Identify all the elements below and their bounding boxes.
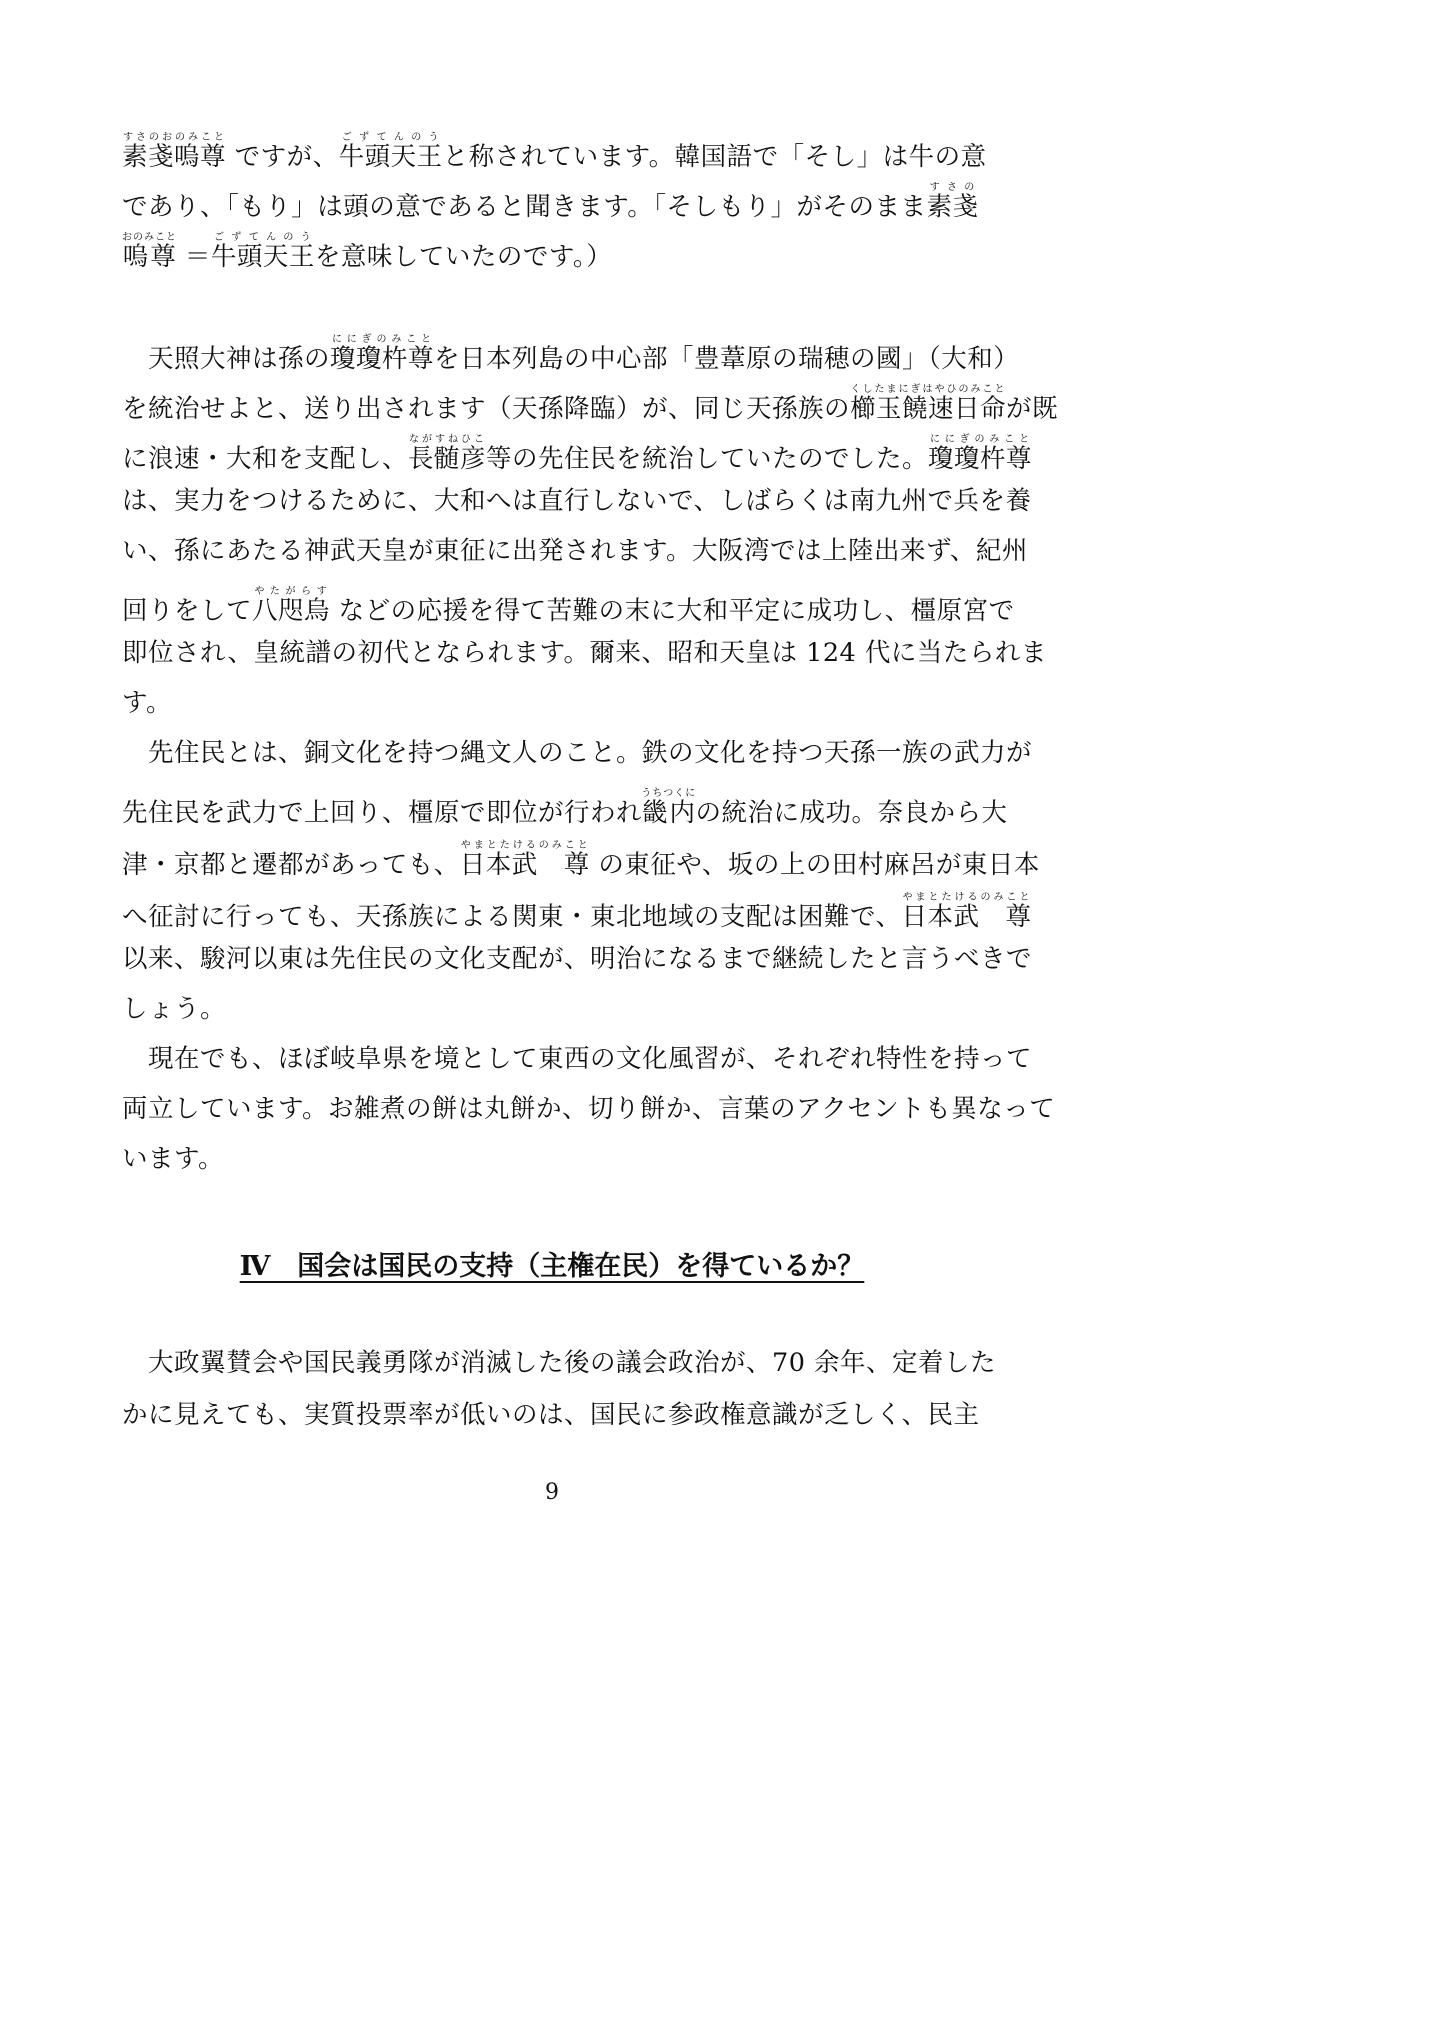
text-line-5: を統治せよと、送り出されます（天孫降臨）が、同じ天孫族の櫛玉饒速日命くしたまにぎはやひのみことが既: [122, 384, 1059, 424]
text-line-2: であり、「もり」は頭の意であると聞きます。「そしもり」がそのまま素戔すさの: [122, 182, 979, 222]
text-line-14: 津・京都と遷都があっても、日本武 尊やまとたけるのみこと の東征や、坂の上の田村麻呂が東日本: [122, 840, 1040, 880]
word-yamatotakeru-2: 日本武 尊: [901, 902, 1032, 932]
text-line-21: 大政翼賛会や国民義勇隊が消滅した後の議会政治が、70 余年、定着した: [122, 1348, 997, 1378]
text-line-17: しょう。: [122, 994, 227, 1024]
page-number: 9: [545, 1480, 559, 1505]
ruby-onomikoto: おのみこと: [122, 232, 177, 243]
word-nagasune: 長髄彦: [408, 444, 487, 474]
ruby-gozu: ごずてんのう: [338, 132, 443, 143]
text-line-19: 両立しています。お雑煮の餅は丸餅か、切り餅か、言葉のアクセントも異なって: [122, 1094, 1056, 1124]
word-gozu-2: 牛頭天王: [210, 242, 315, 272]
text-line-8: い、孫にあたる神武天皇が東征に出発されます。大阪湾では上陸出来ず、紀州: [122, 536, 1028, 566]
word-ninigi-2: 瓊瓊杵尊: [928, 444, 1033, 474]
text-line-18: 現在でも、ほぼ岐阜県を境として東西の文化風習が、それぞれ特性を持って: [122, 1044, 1033, 1074]
section-heading-text: Ⅳ 国会は国民の支持（主権在民）を得ているか？: [239, 1251, 865, 1282]
ruby-yamatotakeru: やまとたけるのみこと: [459, 840, 590, 851]
word-ninigi: 瓊瓊杵尊: [330, 344, 435, 374]
text-line-10: 即位され、皇統譜の初代となられます。爾来、昭和天皇は 124 代に当たられま: [122, 638, 1047, 668]
word-yatagarasu: 八咫烏: [252, 596, 331, 626]
text-line-6: に浪速・大和を支配し、長髄彦ながすねひこ等の先住民を統治していたのでした。瓊瓊杵尊ににぎのみこと: [122, 434, 1033, 474]
word-susa: 素戔: [926, 192, 979, 222]
ruby-susanoo: すさのおのみこと: [122, 132, 227, 143]
ruby-ninigi: ににぎのみこと: [330, 334, 435, 345]
text-line-1: 素戔嗚尊すさのおのみこと ですが、牛頭天王ごずてんのうと称されています。韓国語で「そし」は牛の意: [122, 132, 987, 172]
text-line-12: 先住民とは、銅文化を持つ縄文人のこと。鉄の文化を持つ天孫一族の武力が: [122, 738, 1033, 768]
text-line-16: 以来、駿河以東は先住民の文化支配が、明治になるまで継続したと言うべきで: [122, 944, 1033, 974]
text-line-15: へ征討に行っても、天孫族による関東・東北地域の支配は困難で、日本武 尊やまとたけるのみこと: [122, 892, 1032, 932]
word-susanoo: 素戔嗚尊: [122, 142, 227, 172]
word-onomikoto: 嗚尊: [122, 242, 177, 272]
ruby-yamatotakeru-2: やまとたけるのみこと: [901, 892, 1032, 903]
ruby-yatagarasu: やたがらす: [252, 586, 331, 597]
text-line-20: います。: [122, 1144, 224, 1174]
section-heading: [0, 1250, 1104, 1284]
ruby-susa: すさの: [926, 182, 979, 193]
ruby-ninigi-2: ににぎのみこと: [928, 434, 1033, 445]
text-line-4: 天照大神は孫の瓊瓊杵尊ににぎのみことを日本列島の中心部「豊葦原の瑞穂の國」（大和）: [122, 334, 1020, 374]
text-line-11: す。: [122, 688, 172, 718]
word-gozu: 牛頭天王: [338, 142, 443, 172]
text-line-9: 回りをして八咫烏やたがらす などの応援を得て苦難の末に大和平定に成功し、橿原宮で: [122, 586, 1015, 626]
text-line-22: かに見えても、実質投票率が低いのは、国民に参政権意識が乏しく、民主: [122, 1400, 980, 1430]
word-kushitama: 櫛玉饒速日命: [850, 394, 1007, 424]
ruby-nagasune: ながすねひこ: [408, 434, 487, 445]
word-uchitsukuni: 畿内: [641, 798, 697, 828]
word-yamatotakeru: 日本武 尊: [459, 850, 590, 880]
ruby-uchitsukuni: うちつくに: [641, 788, 697, 799]
text-line-7: は、実力をつけるために、大和へは直行しないで、しばらくは南九州で兵を養: [122, 486, 1032, 516]
ruby-gozu-2: ごずてんのう: [210, 232, 315, 243]
ruby-kushitama: くしたまにぎはやひのみこと: [850, 384, 1007, 395]
text-line-13: 先住民を武力で上回り、橿原で即位が行われ畿内うちつくにの統治に成功。奈良から大: [122, 788, 1008, 828]
text-line-3: 嗚尊おのみこと ＝牛頭天王ごずてんのうを意味していたのです。）: [122, 232, 613, 272]
